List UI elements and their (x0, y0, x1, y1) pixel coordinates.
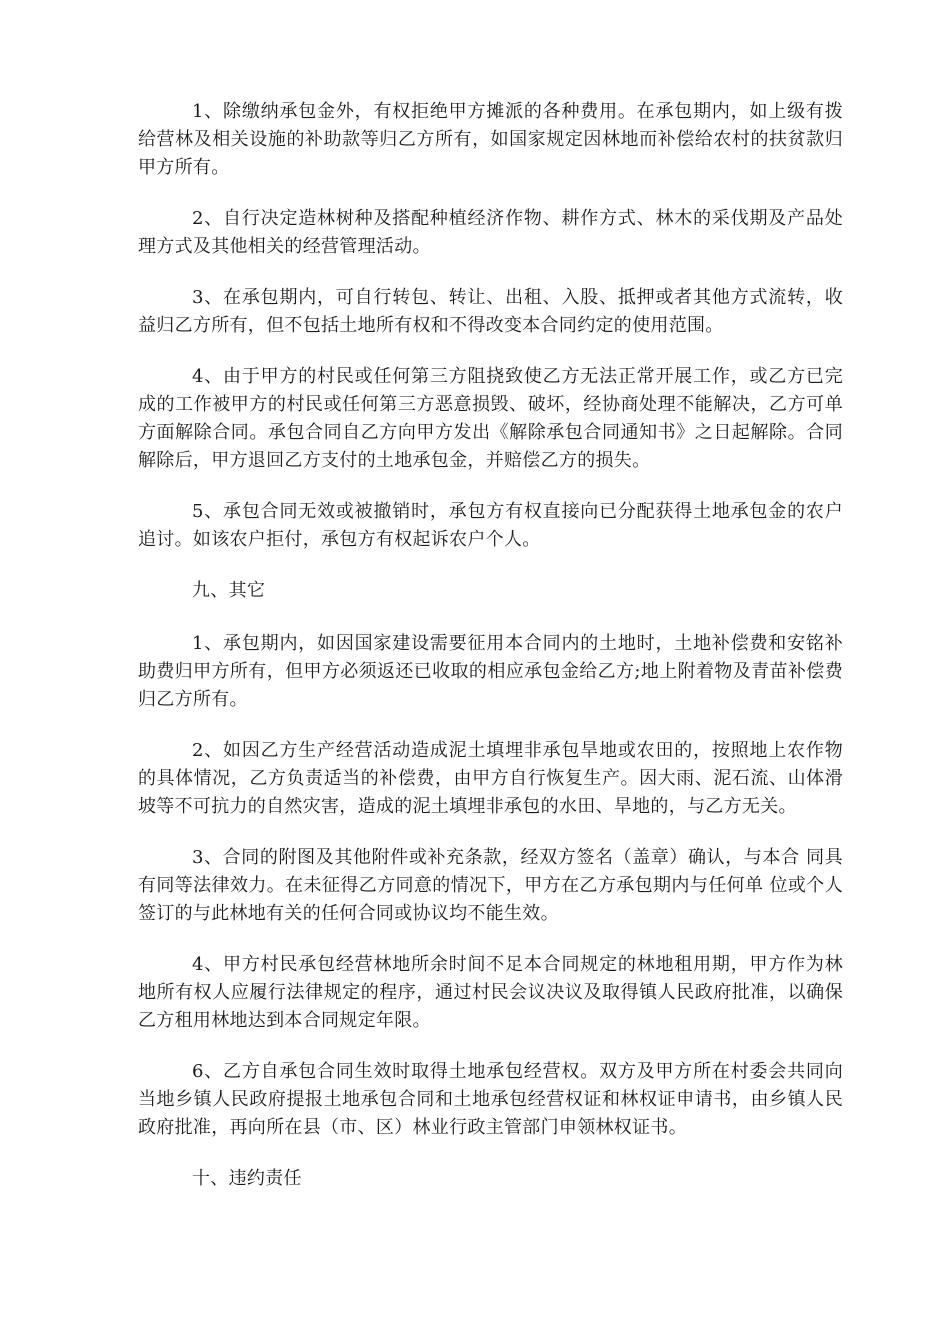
document-page (138, 98, 843, 1218)
paragraph-right-3: 3、在承包期内，可自行转包、转让、出租、入股、抵押或者其他方式流转，收益归乙方所有，但不包括土地所有权和不得改变本合同约定的使用范围。 (138, 287, 843, 336)
section-heading-liability: 十、违约责任 (192, 1168, 302, 1189)
paragraph-other-6: 6、乙方自承包合同生效时取得土地承包经营权。双方及甲方所在村委会共同向当地乡镇人民政府提报土地承包合同和土地承包经营权证和林权证申请书，由乡镇人民政府批准，再向所在县（市、区）林业行政主管部门申领林权证书。 (138, 1061, 843, 1138)
paragraph-other-1: 1、承包期内，如因国家建设需要征用本合同内的土地时，土地补偿费和安铭补助费归甲方所有，但甲方必须返还已收取的相应承包金给乙方;地上附着物及青苗补偿费归乙方所有。 (138, 633, 843, 710)
paragraph-right-2: 2、自行决定造林树种及搭配种植经济作物、耕作方式、林木的采伐期及产品处理方式及其他相关的经营管理活动。 (138, 208, 843, 257)
paragraph-other-2: 2、如因乙方生产经营活动造成泥土填埋非承包旱地或农田的，按照地上农作物的具体情况，乙方负责适当的补偿费，由甲方自行恢复生产。因大雨、泥石流、山体滑坡等不可抗力的自然灾害，造成的泥土填埋非承包的水田、旱地的，与乙方无关。 (138, 740, 843, 817)
paragraph-other-4: 4、甲方村民承包经营林地所余时间不足本合同规定的林地租用期，甲方作为林地所有权人应履行法律规定的程序，通过村民会议决议及取得镇人民政府批准，以确保乙方租用林地达到本合同规定年限。 (138, 954, 843, 1031)
section-heading-other: 九、其它 (192, 580, 266, 601)
paragraph-right-5: 5、承包合同无效或被撤销时，承包方有权直接向已分配获得土地承包金的农户追讨。如该农户拒付，承包方有权起诉农户个人。 (138, 501, 843, 550)
paragraph-right-4: 4、由于甲方的村民或任何第三方阻挠致使乙方无法正常开展工作，或乙方已完成的工作被甲方的村民或任何第三方恶意损毁、破坏，经协商处理不能解决，乙方可单方面解除合同。承包合同自乙方向甲方发出《解除承包合同通知书》之日起解除。合同解除后，甲方退回乙方支付的土地承包金，并赔偿乙方的损失。 (138, 366, 843, 471)
paragraph-right-1: 1、除缴纳承包金外，有权拒绝甲方摊派的各种费用。在承包期内，如上级有拨给营林及相关设施的补助款等归乙方所有，如国家规定因林地而补偿给农村的扶贫款归甲方所有。 (138, 101, 843, 178)
paragraph-other-3: 3、合同的附图及其他附件或补充条款，经双方签名（盖章）确认，与本合 同具有同等法律效力。在未征得乙方同意的情况下，甲方在乙方承包期内与任何单 位或个人签订的与此林地有关的任何合同或协议均不能生效。 (138, 847, 843, 924)
